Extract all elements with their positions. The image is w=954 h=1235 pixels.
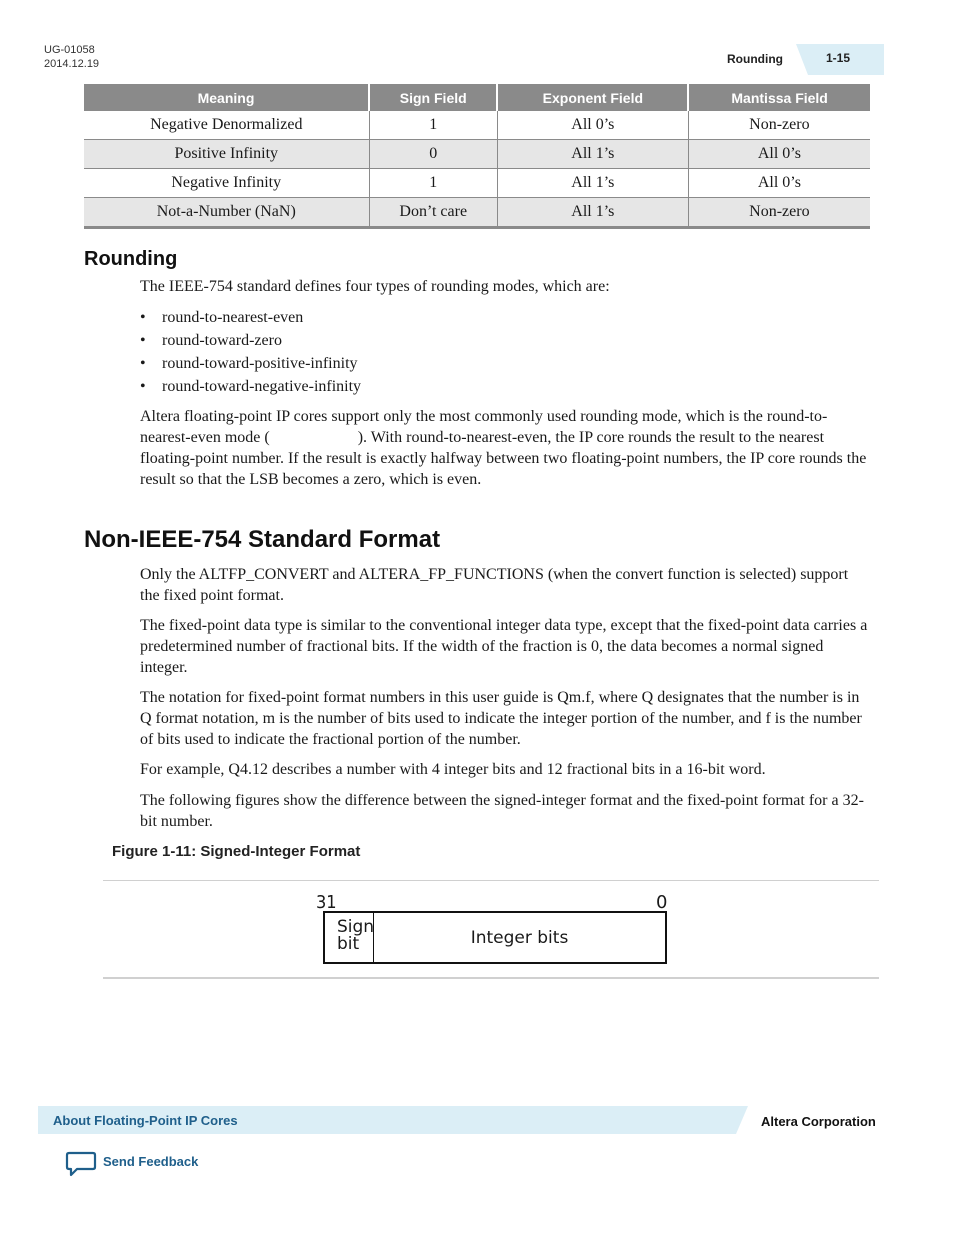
non-ieee-heading: Non-IEEE-754 Standard Format bbox=[84, 526, 441, 553]
rounding-paragraph-part2: ). With round-to-nearest-even, the IP core rounds the result to the nearest floating-point number. If the result is exactly halfway between two floating-point numbers, the IP core rounds the result so that the LSB becomes a zero, which is even. bbox=[140, 429, 867, 488]
figure-bottom-rule bbox=[103, 977, 879, 979]
table-cell: All 0’s bbox=[688, 140, 870, 169]
signed-integer-register bbox=[323, 911, 667, 964]
list-item: • round-toward-negative-infinity bbox=[140, 375, 361, 398]
rounding-heading: Rounding bbox=[84, 248, 178, 270]
table-row bbox=[84, 140, 870, 169]
list-item: • round-to-nearest-even bbox=[140, 306, 361, 329]
table-cell: All 0’s bbox=[497, 111, 688, 140]
list-item: • round-toward-zero bbox=[140, 329, 361, 352]
column-header-exponent: Exponent Field bbox=[497, 84, 688, 111]
header-page-number: 1-15 bbox=[826, 51, 851, 65]
document-id: UG-01058 bbox=[44, 44, 95, 56]
column-header-sign: Sign Field bbox=[369, 84, 497, 111]
table-cell: All 1’s bbox=[497, 198, 688, 228]
non-ieee-paragraph: The notation for fixed-point format numbers in this user guide is Qm.f, where Q designates that the number is in Q format notation, m is the number of bits used to indicate the integer portion of the number, and f is the number of bits used to indicate the fractional portion of the number. bbox=[140, 689, 862, 748]
column-header-mantissa: Mantissa Field bbox=[688, 84, 870, 111]
integer-bits-label: Integer bits bbox=[470, 927, 569, 948]
non-ieee-paragraph: Only the ALTFP_CONVERT and ALTERA_FP_FUNCTIONS (when the convert function is selected) support the fixed point format. bbox=[140, 566, 849, 604]
msb-bit-label: 31 bbox=[316, 892, 337, 913]
sign-bit-label: Sign bit bbox=[337, 917, 375, 954]
table-cell: 1 bbox=[369, 111, 497, 140]
lsb-bit-label: 0 bbox=[656, 892, 668, 913]
list-item: • round-toward-positive-infinity bbox=[140, 352, 361, 375]
table-cell: Negative Denormalized bbox=[84, 111, 369, 140]
column-header-meaning: Meaning bbox=[84, 84, 369, 111]
table-cell: All 1’s bbox=[497, 169, 688, 198]
table-cell: Non-zero bbox=[688, 111, 870, 140]
feedback-icon[interactable] bbox=[65, 1150, 97, 1178]
rounding-intro: The IEEE-754 standard defines four types of rounding modes, which are: bbox=[140, 278, 610, 295]
table-header-row bbox=[84, 84, 870, 111]
table-cell: 0 bbox=[369, 140, 497, 169]
rounding-modes-list bbox=[140, 306, 361, 398]
table-cell: Negative Infinity bbox=[84, 169, 369, 198]
send-feedback-link[interactable]: Send Feedback bbox=[103, 1154, 199, 1169]
header-section-title: Rounding bbox=[727, 52, 783, 66]
table-row bbox=[84, 198, 870, 228]
figure-caption: Figure 1-11: Signed-Integer Format bbox=[112, 843, 361, 860]
rounding-paragraph-part1: Altera floating-point IP cores support only the most commonly used rounding mode, which is the round-to-nearest-even mode ( bbox=[140, 408, 828, 446]
table-cell: Don’t care bbox=[369, 198, 497, 228]
table-cell: 1 bbox=[369, 169, 497, 198]
rounding-paragraph bbox=[140, 406, 868, 490]
non-ieee-paragraph: The following figures show the difference between the signed-integer format and the fixed-point format for a 32-bit number. bbox=[140, 792, 864, 830]
table-cell: All 1’s bbox=[497, 140, 688, 169]
document-id-block bbox=[44, 43, 99, 71]
table-cell: Positive Infinity bbox=[84, 140, 369, 169]
table-cell: All 0’s bbox=[688, 169, 870, 198]
table-cell: Non-zero bbox=[688, 198, 870, 228]
table-cell: Not-a-Number (NaN) bbox=[84, 198, 369, 228]
non-ieee-paragraph: The fixed-point data type is similar to the conventional integer data type, except that the fixed-point data carries a predetermined number of fractional bits. If the width of the fraction is 0, the data becomes a normal signed integer. bbox=[140, 617, 868, 676]
table-row bbox=[84, 169, 870, 198]
table-row bbox=[84, 111, 870, 140]
figure-top-rule bbox=[103, 880, 879, 881]
document-date: 2014.12.19 bbox=[44, 58, 100, 70]
non-ieee-paragraph: For example, Q4.12 describes a number with 4 integer bits and 12 fractional bits in a 16-bit word. bbox=[140, 761, 766, 778]
chapter-link[interactable]: About Floating-Point IP Cores bbox=[53, 1113, 238, 1128]
company-name: Altera Corporation bbox=[761, 1114, 876, 1129]
sign-bit-field bbox=[325, 913, 374, 962]
integer-bits-field bbox=[374, 913, 665, 962]
special-values-table bbox=[84, 84, 870, 229]
